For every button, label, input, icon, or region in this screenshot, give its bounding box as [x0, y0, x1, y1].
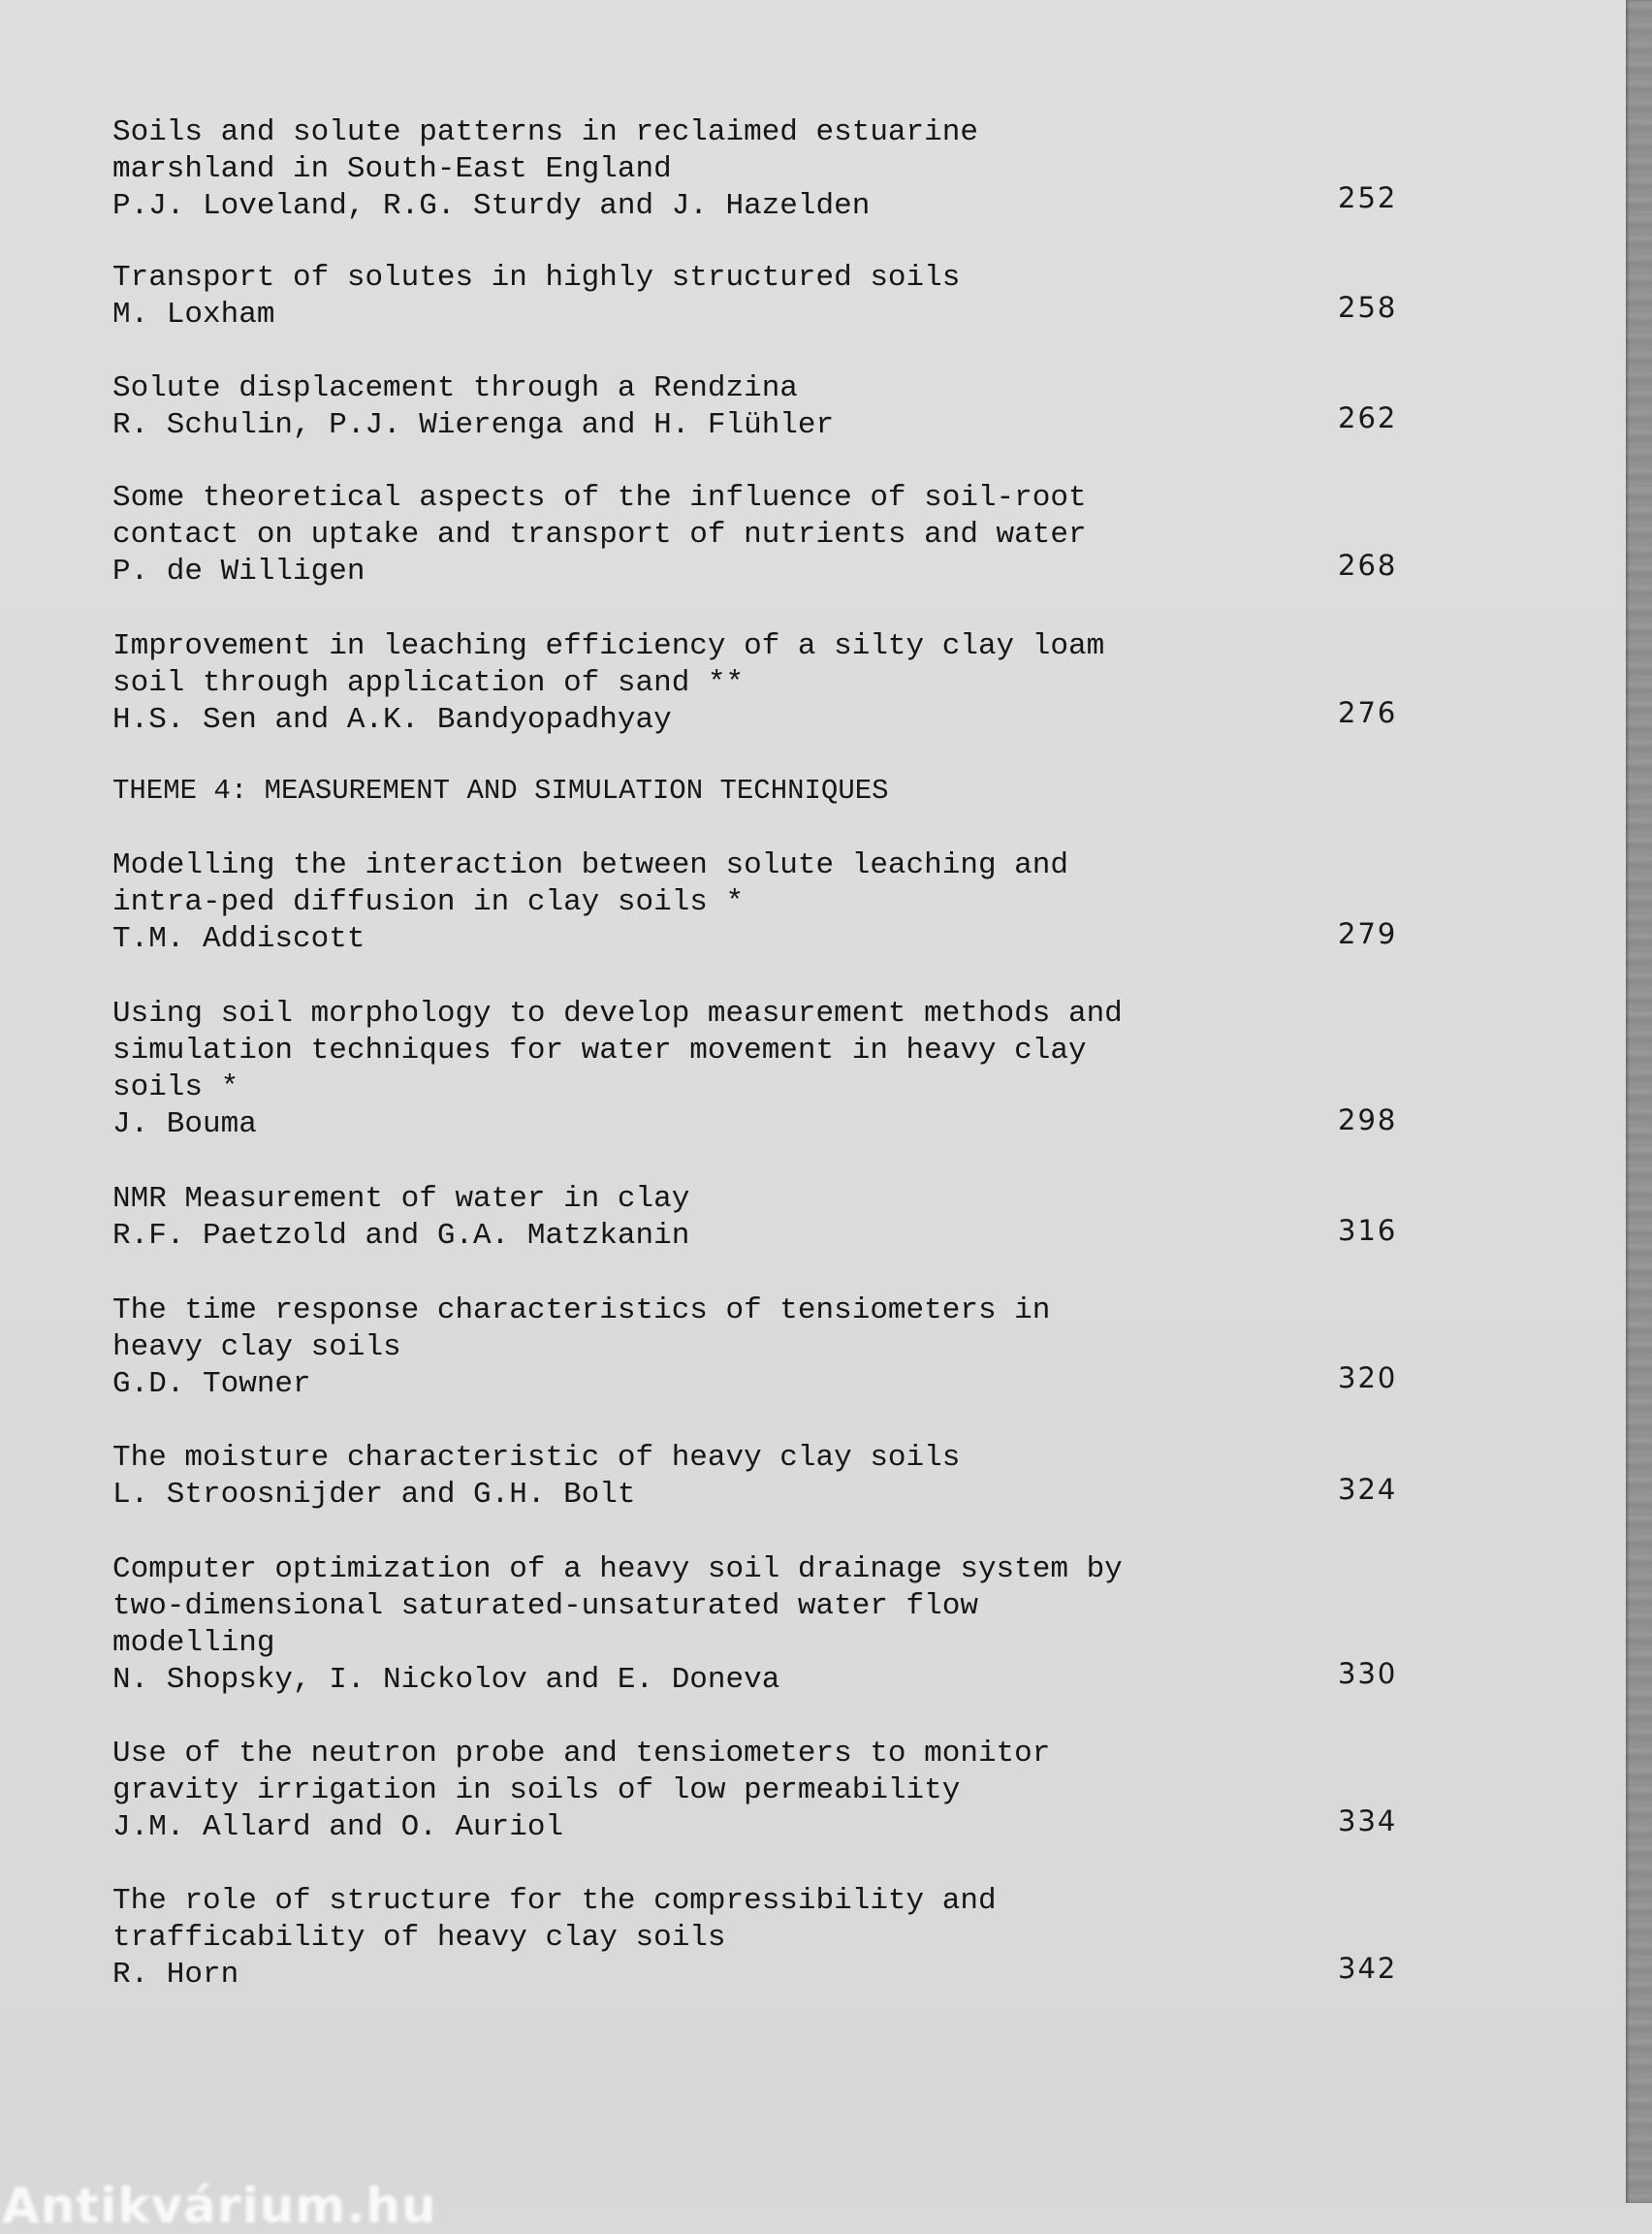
entry-authors: R. Schulin, P.J. Wierenga and H. Flühler	[112, 408, 835, 442]
entry-authors: R. Horn	[112, 1958, 239, 1992]
entry-authors: P.J. Loveland, R.G. Sturdy and J. Hazelden	[112, 189, 871, 223]
entry-page-number: 276	[1338, 696, 1398, 729]
entry-title-line: simulation techniques for water movement in heavy clay	[112, 1034, 1087, 1068]
entry-title-line: Modelling the interaction between solute leaching and	[112, 848, 1068, 882]
entry-title-line: The role of structure for the compressibility and	[112, 1884, 997, 1918]
entry-page-number: 324	[1338, 1473, 1398, 1506]
page-edge	[1626, 0, 1652, 2203]
entry-page-number: 279	[1338, 917, 1398, 950]
entry-title-line: Use of the neutron probe and tensiometers to monitor	[112, 1737, 1051, 1771]
entry-title-line: gravity irrigation in soils of low permeability	[112, 1773, 961, 1807]
entry-title-line: soil through application of sand **	[112, 666, 745, 700]
entry-title-line: Solute displacement through a Rendzina	[112, 371, 798, 405]
entry-authors: H.S. Sen and A.K. Bandyopadhyay	[112, 703, 672, 737]
entry-title-line: Improvement in leaching efficiency of a silty clay loam	[112, 629, 1105, 663]
entry-title-line: Computer optimization of a heavy soil drainage system by	[112, 1552, 1123, 1586]
entry-page-number: 258	[1338, 291, 1398, 324]
entry-title-line: heavy clay soils	[112, 1330, 401, 1364]
entry-title-line: two-dimensional saturated-unsaturated water flow	[112, 1589, 978, 1623]
entry-page-number: 252	[1338, 181, 1398, 214]
entry-authors: M. Loxham	[112, 298, 275, 332]
entry-authors: N. Shopsky, I. Nickolov and E. Doneva	[112, 1663, 780, 1697]
entry-title-line: The time response characteristics of tensiometers in	[112, 1293, 1051, 1327]
entry-title-line: Soils and solute patterns in reclaimed estuarine	[112, 115, 978, 149]
entry-page-number: 298	[1338, 1103, 1398, 1136]
entry-title-line: The moisture characteristic of heavy clay soils	[112, 1441, 961, 1475]
entry-page-number: 320	[1338, 1361, 1398, 1394]
entry-title-line: Transport of solutes in highly structured soils	[112, 261, 961, 295]
entry-page-number: 334	[1338, 1804, 1398, 1837]
entry-authors: P. de Willigen	[112, 555, 365, 589]
entry-authors: J.M. Allard and O. Auriol	[112, 1810, 564, 1844]
section-heading: THEME 4: MEASUREMENT AND SIMULATION TECHNIQUES	[112, 775, 889, 807]
entry-title-line: marshland in South-East England	[112, 152, 672, 186]
entry-title-line: soils *	[112, 1070, 239, 1104]
entry-page-number: 330	[1338, 1657, 1398, 1690]
entry-title-line: trafficability of heavy clay soils	[112, 1921, 726, 1955]
entry-authors: J. Bouma	[112, 1107, 257, 1141]
entry-authors: R.F. Paetzold and G.A. Matzkanin	[112, 1219, 690, 1253]
entry-title-line: NMR Measurement of water in clay	[112, 1182, 690, 1216]
entry-page-number: 268	[1338, 549, 1398, 582]
entry-title-line: contact on uptake and transport of nutrients and water	[112, 518, 1087, 552]
entry-authors: G.D. Towner	[112, 1367, 311, 1401]
entry-authors: T.M. Addiscott	[112, 922, 365, 956]
entry-title-line: intra-ped diffusion in clay soils *	[112, 885, 745, 919]
watermark: Antikvárium.hu	[2, 2178, 437, 2234]
entry-authors: L. Stroosnijder and G.H. Bolt	[112, 1478, 636, 1512]
entry-title-line: modelling	[112, 1626, 275, 1660]
entry-page-number: 342	[1338, 1952, 1398, 1985]
entry-page-number: 316	[1338, 1214, 1398, 1247]
entry-title-line: Using soil morphology to develop measurement methods and	[112, 997, 1123, 1031]
entry-page-number: 262	[1338, 401, 1398, 434]
entry-title-line: Some theoretical aspects of the influence of soil-root	[112, 481, 1087, 515]
